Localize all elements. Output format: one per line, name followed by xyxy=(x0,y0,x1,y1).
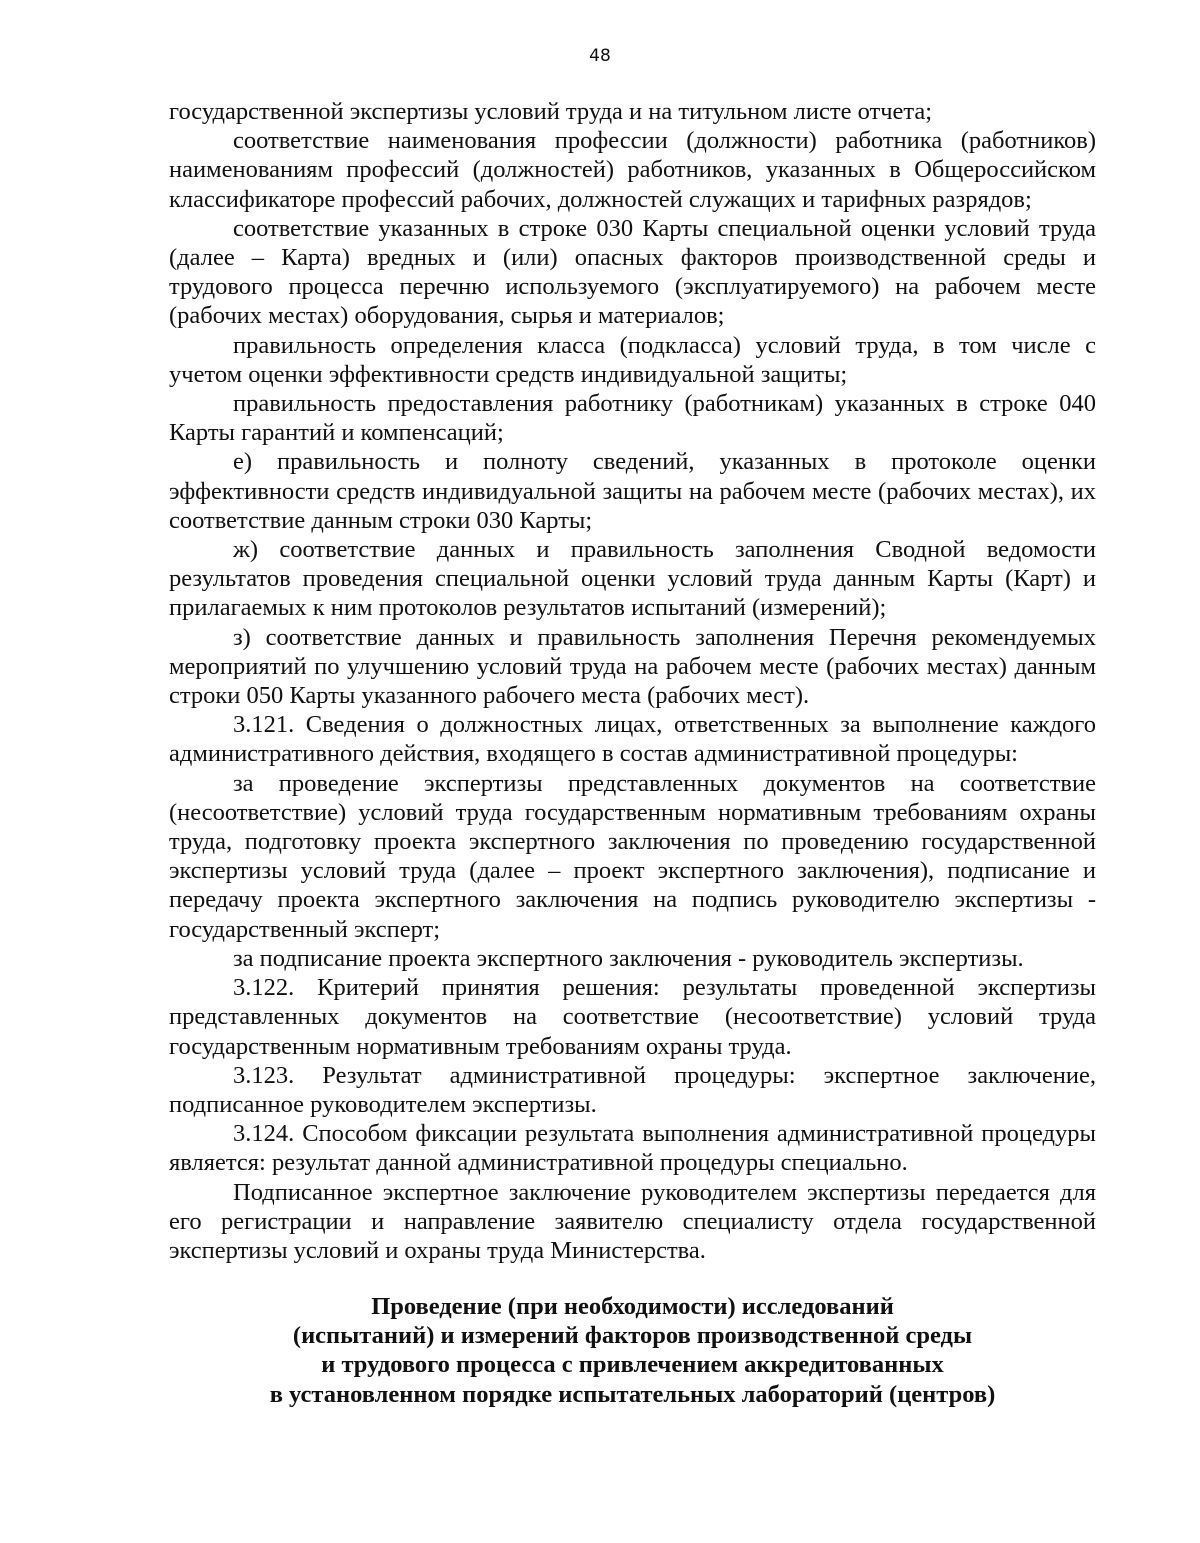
paragraph-3-122: 3.122. Критерий принятия решения: результаты проведенной экспертизы представленных документов на соответствие (несоответствие) условий труда государственным нормативным требованиям охраны труда. xyxy=(169,974,1096,1060)
paragraph-factors-match: соответствие указанных в строке 030 Карты специальной оценки условий труда (далее – Карта) вредных и (или) опасных факторов производственной среды и трудового процесса перечню используемого (эксплуатируемого) на рабочем месте (рабочих местах) оборудования, сырья и материалов; xyxy=(169,214,1096,330)
paragraph-3-121: 3.121. Сведения о должностных лицах, ответственных за выполнение каждого административного действия, входящего в состав административной процедуры: xyxy=(169,711,1096,768)
paragraph-responsible-head: за подписание проекта экспертного заключения - руководитель экспертизы. xyxy=(233,944,1024,972)
paragraph-item-z: з) соответствие данных и правильность заполнения Перечня рекомендуемых мероприятий по улучшению условий труда на рабочем месте (рабочих местах) данным строки 050 Карты указанного рабочего места (рабочих мест). xyxy=(169,623,1096,710)
section-heading-line: Проведение (при необходимости) исследований xyxy=(371,1293,894,1320)
section-heading-line: и трудового процесса с привлечением аккредитованных xyxy=(321,1351,944,1379)
paragraph-class-correctness: правильность определения класса (подкласса) условий труда, в том числе с учетом оценки эффективности средств индивидуальной защиты; xyxy=(169,331,1096,388)
paragraph-item-e: е) правильность и полноту сведений, указанных в протоколе оценки эффективности средств индивидуальной защиты на рабочем месте (рабочих местах), их соответствие данным строки 030 Карты; xyxy=(169,448,1096,534)
document-body xyxy=(169,97,1096,1265)
paragraph-item-zh: ж) соответствие данных и правильность заполнения Сводной ведомости результатов проведения специальной оценки условий труда данным Карты (Карт) и прилагаемых к ним протоколов результатов испытаний (измерений); xyxy=(169,536,1096,622)
paragraph-continuation: государственной экспертизы условий труда и на титульном листе отчета; xyxy=(169,98,933,125)
section-heading-line: (испытаний) и измерений факторов производственной среды xyxy=(292,1322,973,1350)
paragraph-profession-match: соответствие наименования профессии (должности) работника (работников) наименованиям профессий (должностей) работников, указанных в Общероссийском классификаторе профессий рабочих, должностей служащих и тарифных разрядов; xyxy=(169,127,1096,213)
page-number: 48 xyxy=(589,46,611,66)
section-heading-line: в установленном порядке испытательных лабораторий (центров) xyxy=(269,1380,996,1408)
paragraph-3-124: 3.124. Способом фиксации результата выполнения административной процедуры является: результат данной административной процедуры специально. xyxy=(169,1120,1096,1177)
paragraph-guarantees: правильность предоставления работнику (работникам) указанных в строке 040 Карты гарантий и компенсаций; xyxy=(169,390,1096,447)
section-heading xyxy=(169,1292,1096,1409)
paragraph-3-123: 3.123. Результат административной процедуры: экспертное заключение, подписанное руководителем экспертизы. xyxy=(169,1061,1096,1118)
paragraph-signed-conclusion: Подписанное экспертное заключение руководителем экспертизы передается для его регистрации и направление заявителю специалисту отдела государственной экспертизы условий и охраны труда Министерства. xyxy=(169,1178,1096,1264)
paragraph-responsible-expert: за проведение экспертизы представленных документов на соответствие (несоответствие) условий труда государственным нормативным требованиям охраны труда, подготовку проекта экспертного заключения по проведению государственной экспертизы условий труда (далее – проект экспертного заключения), подписание и передачу проекта экспертного заключения на подпись руководителю экспертизы - государственный эксперт; xyxy=(169,769,1096,943)
